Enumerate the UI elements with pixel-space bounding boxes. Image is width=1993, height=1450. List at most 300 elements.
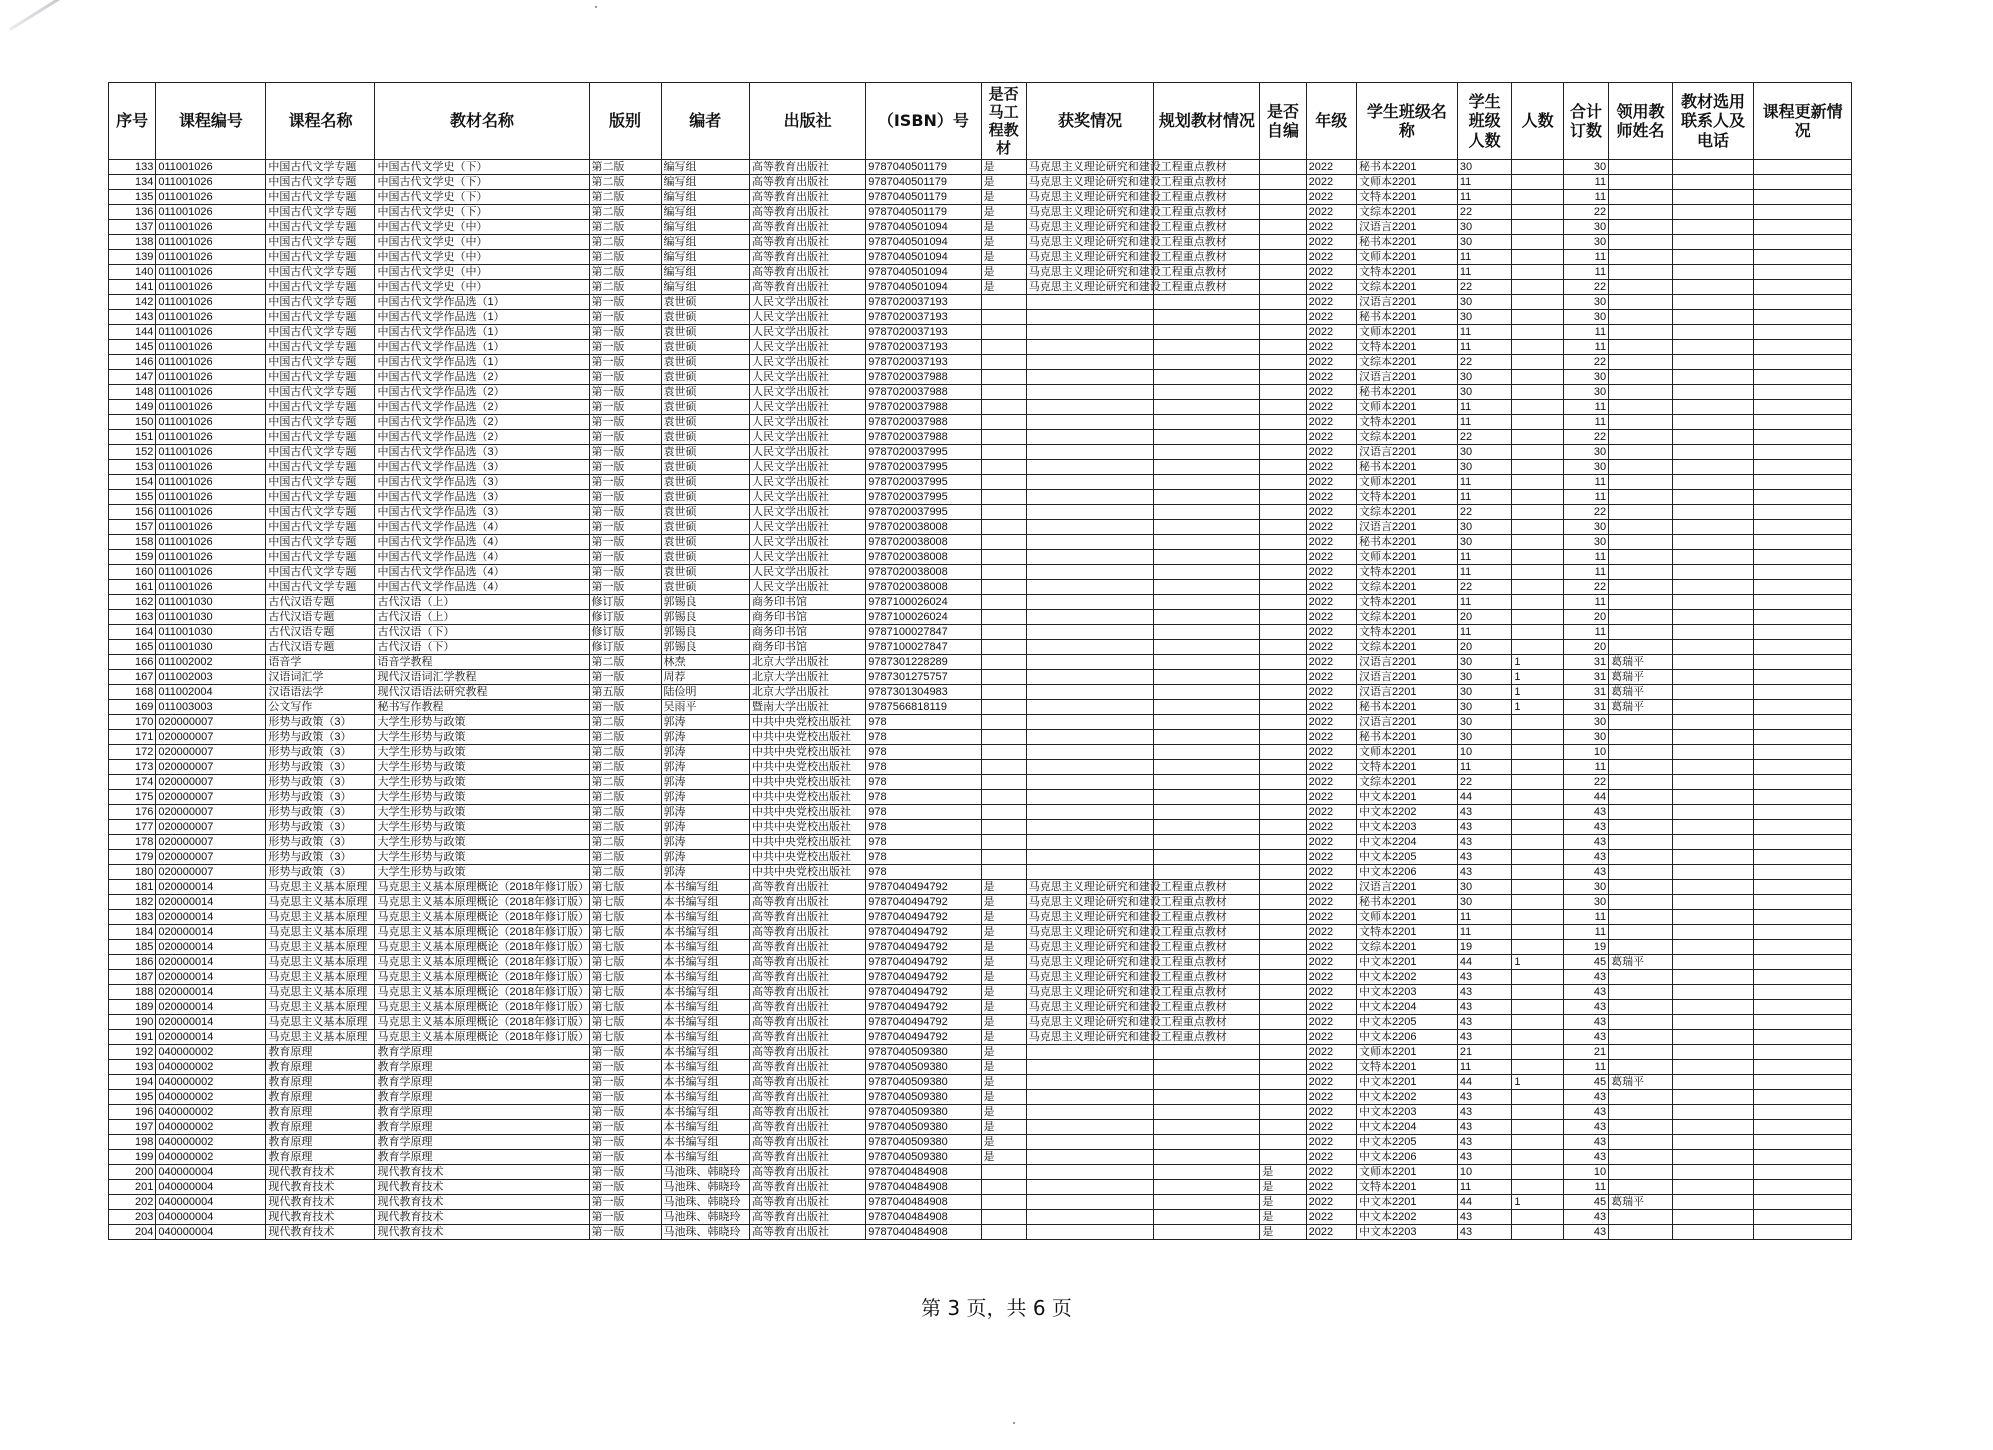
- cell-seq: 170: [109, 715, 156, 730]
- cell-edition: 第一版: [589, 1105, 661, 1120]
- cell-course-update: [1754, 880, 1852, 895]
- cell-course-update: [1754, 1060, 1852, 1075]
- cell-course-update: [1754, 985, 1852, 1000]
- cell-isbn: 9787020038008: [866, 550, 981, 565]
- cell-editor: 编写组: [661, 205, 749, 220]
- cell-class-name: 汉语言2201: [1357, 880, 1458, 895]
- cell-course-update: [1754, 550, 1852, 565]
- cell-course-code: 011001026: [156, 205, 266, 220]
- cell-class-name: 汉语言2201: [1357, 220, 1458, 235]
- cell-course-update: [1754, 595, 1852, 610]
- cell-course-code: 040000004: [156, 1225, 266, 1240]
- cell-edition: 第一版: [589, 1150, 661, 1165]
- cell-textbook-name: 中国古代文学作品选（1）: [375, 295, 589, 310]
- cell-course-name: 形势与政策（3）: [266, 760, 375, 775]
- cell-seq: 149: [109, 400, 156, 415]
- cell-contact: [1672, 1165, 1753, 1180]
- cell-isbn: 9787020037193: [866, 310, 981, 325]
- cell-class-name: 文特本2201: [1357, 415, 1458, 430]
- cell-seq: 161: [109, 580, 156, 595]
- cell-awards: [1026, 325, 1154, 340]
- cell-self-compiled: 是: [1260, 1225, 1306, 1240]
- cell-receiving-teacher: 葛瑞平: [1609, 1195, 1673, 1210]
- cell-seq: 174: [109, 775, 156, 790]
- cell-isbn: 9787301275757: [866, 670, 981, 685]
- cell-course-name: 汉语语法学: [266, 685, 375, 700]
- cell-course-code: 011003003: [156, 700, 266, 715]
- cell-course-code: 011001026: [156, 460, 266, 475]
- cell-headcount: [1512, 475, 1563, 490]
- cell-total-orders: 31: [1563, 670, 1608, 685]
- cell-contact: [1672, 835, 1753, 850]
- cell-headcount: [1512, 355, 1563, 370]
- cell-editor: 陆俭明: [661, 685, 749, 700]
- cell-edition: 修订版: [589, 625, 661, 640]
- cell-editor: 编写组: [661, 220, 749, 235]
- cell-self-compiled: [1260, 205, 1306, 220]
- cell-course-code: 011001026: [156, 340, 266, 355]
- cell-seq: 191: [109, 1030, 156, 1045]
- cell-self-compiled: [1260, 385, 1306, 400]
- cell-editor: 马池珠、韩晓玲: [661, 1225, 749, 1240]
- cell-course-update: [1754, 445, 1852, 460]
- cell-course-name: 中国古代文学专题: [266, 370, 375, 385]
- cell-marx-project: 是: [981, 1060, 1026, 1075]
- cell-class-name: 文特本2201: [1357, 1060, 1458, 1075]
- cell-course-update: [1754, 1105, 1852, 1120]
- cell-seq: 176: [109, 805, 156, 820]
- cell-total-orders: 43: [1563, 1090, 1608, 1105]
- cell-seq: 158: [109, 535, 156, 550]
- cell-course-name: 中国古代文学专题: [266, 490, 375, 505]
- table-row: [109, 265, 1852, 280]
- cell-publisher: 中共中央党校出版社: [750, 790, 866, 805]
- cell-seq: 198: [109, 1135, 156, 1150]
- cell-textbook-name: 马克思主义基本原理概论（2018年修订版）: [375, 1030, 589, 1045]
- cell-class-size: 11: [1457, 175, 1512, 190]
- cell-textbook-name: 马克思主义基本原理概论（2018年修订版）: [375, 910, 589, 925]
- cell-planned-textbook: [1154, 610, 1260, 625]
- cell-grade: 2022: [1306, 625, 1356, 640]
- cell-course-code: 011001026: [156, 475, 266, 490]
- cell-class-size: 44: [1457, 790, 1512, 805]
- cell-contact: [1672, 265, 1753, 280]
- cell-self-compiled: [1260, 1060, 1306, 1075]
- cell-edition: 第二版: [589, 235, 661, 250]
- cell-grade: 2022: [1306, 655, 1356, 670]
- cell-course-code: 011001026: [156, 175, 266, 190]
- cell-edition: 第二版: [589, 835, 661, 850]
- cell-course-update: [1754, 520, 1852, 535]
- cell-class-name: 文师本2201: [1357, 745, 1458, 760]
- cell-course-name: 形势与政策（3）: [266, 730, 375, 745]
- cell-marx-project: 是: [981, 1120, 1026, 1135]
- cell-course-update: [1754, 910, 1852, 925]
- cell-publisher: 商务印书馆: [750, 610, 866, 625]
- cell-grade: 2022: [1306, 1165, 1356, 1180]
- cell-textbook-name: 中国古代文学作品选（3）: [375, 475, 589, 490]
- cell-marx-project: [981, 670, 1026, 685]
- cell-class-name: 文综本2201: [1357, 205, 1458, 220]
- cell-textbook-name: 大学生形势与政策: [375, 835, 589, 850]
- cell-seq: 177: [109, 820, 156, 835]
- cell-edition: 第七版: [589, 1030, 661, 1045]
- cell-course-update: [1754, 340, 1852, 355]
- cell-total-orders: 11: [1563, 190, 1608, 205]
- cell-total-orders: 22: [1563, 430, 1608, 445]
- cell-publisher: 高等教育出版社: [750, 1180, 866, 1195]
- cell-self-compiled: [1260, 985, 1306, 1000]
- cell-awards: [1026, 610, 1154, 625]
- cell-awards: [1026, 730, 1154, 745]
- cell-grade: 2022: [1306, 805, 1356, 820]
- cell-awards: [1026, 790, 1154, 805]
- cell-seq: 157: [109, 520, 156, 535]
- cell-edition: 第二版: [589, 850, 661, 865]
- cell-marx-project: [981, 355, 1026, 370]
- cell-seq: 169: [109, 700, 156, 715]
- cell-editor: 本书编写组: [661, 880, 749, 895]
- cell-edition: 第二版: [589, 655, 661, 670]
- cell-total-orders: 43: [1563, 1210, 1608, 1225]
- cell-class-size: 30: [1457, 385, 1512, 400]
- cell-awards: [1026, 1045, 1154, 1060]
- cell-edition: 第二版: [589, 205, 661, 220]
- cell-publisher: 人民文学出版社: [750, 565, 866, 580]
- cell-editor: 袁世硕: [661, 445, 749, 460]
- cell-awards: [1026, 1090, 1154, 1105]
- cell-course-update: [1754, 1045, 1852, 1060]
- cell-isbn: 9787040494792: [866, 895, 981, 910]
- cell-receiving-teacher: [1609, 1135, 1673, 1150]
- cell-course-name: 马克思主义基本原理: [266, 910, 375, 925]
- cell-contact: [1672, 820, 1753, 835]
- cell-course-code: 020000014: [156, 1000, 266, 1015]
- cell-self-compiled: [1260, 1030, 1306, 1045]
- table-row: [109, 655, 1852, 670]
- header-cell-self-compiled: 是否自编: [1260, 83, 1306, 160]
- cell-planned-textbook: [1154, 775, 1260, 790]
- cell-receiving-teacher: [1609, 595, 1673, 610]
- cell-planned-textbook: [1154, 1060, 1260, 1075]
- cell-course-name: 教育原理: [266, 1120, 375, 1135]
- cell-contact: [1672, 250, 1753, 265]
- cell-course-update: [1754, 1210, 1852, 1225]
- table-row: [109, 1180, 1852, 1195]
- cell-contact: [1672, 430, 1753, 445]
- cell-textbook-name: 教育学原理: [375, 1090, 589, 1105]
- cell-contact: [1672, 340, 1753, 355]
- cell-editor: 马池珠、韩晓玲: [661, 1195, 749, 1210]
- cell-class-name: 中文本2204: [1357, 835, 1458, 850]
- cell-editor: 本书编写组: [661, 1030, 749, 1045]
- cell-awards: 马克思主义理论研究和建设工程重点教材: [1026, 1000, 1154, 1015]
- cell-seq: 187: [109, 970, 156, 985]
- cell-self-compiled: [1260, 790, 1306, 805]
- cell-receiving-teacher: 葛瑞平: [1609, 655, 1673, 670]
- cell-editor: 本书编写组: [661, 1060, 749, 1075]
- cell-contact: [1672, 790, 1753, 805]
- cell-class-size: 19: [1457, 940, 1512, 955]
- cell-editor: 本书编写组: [661, 1015, 749, 1030]
- cell-class-size: 11: [1457, 625, 1512, 640]
- cell-textbook-name: 古代汉语（上）: [375, 595, 589, 610]
- cell-grade: 2022: [1306, 760, 1356, 775]
- cell-grade: 2022: [1306, 715, 1356, 730]
- cell-marx-project: [981, 505, 1026, 520]
- cell-isbn: 9787040509380: [866, 1090, 981, 1105]
- cell-total-orders: 43: [1563, 865, 1608, 880]
- cell-receiving-teacher: [1609, 190, 1673, 205]
- cell-publisher: 人民文学出版社: [750, 490, 866, 505]
- cell-receiving-teacher: [1609, 1180, 1673, 1195]
- cell-edition: 第一版: [589, 415, 661, 430]
- cell-planned-textbook: [1154, 670, 1260, 685]
- cell-total-orders: 22: [1563, 505, 1608, 520]
- cell-class-name: 文综本2201: [1357, 580, 1458, 595]
- cell-contact: [1672, 445, 1753, 460]
- cell-seq: 179: [109, 850, 156, 865]
- cell-receiving-teacher: 葛瑞平: [1609, 685, 1673, 700]
- cell-textbook-name: 马克思主义基本原理概论（2018年修订版）: [375, 955, 589, 970]
- cell-publisher: 高等教育出版社: [750, 175, 866, 190]
- cell-self-compiled: [1260, 1090, 1306, 1105]
- cell-edition: 第二版: [589, 805, 661, 820]
- cell-course-name: 古代汉语专题: [266, 610, 375, 625]
- cell-edition: 第二版: [589, 790, 661, 805]
- cell-awards: [1026, 1105, 1154, 1120]
- cell-grade: 2022: [1306, 355, 1356, 370]
- cell-marx-project: [981, 805, 1026, 820]
- cell-grade: 2022: [1306, 220, 1356, 235]
- cell-awards: [1026, 565, 1154, 580]
- cell-self-compiled: [1260, 1120, 1306, 1135]
- cell-class-name: 文综本2201: [1357, 280, 1458, 295]
- cell-editor: 本书编写组: [661, 1000, 749, 1015]
- cell-course-name: 中国古代文学专题: [266, 415, 375, 430]
- header-cell-course-name: 课程名称: [266, 83, 375, 160]
- cell-class-name: 文师本2201: [1357, 550, 1458, 565]
- cell-publisher: 中共中央党校出版社: [750, 760, 866, 775]
- cell-planned-textbook: [1154, 1135, 1260, 1150]
- cell-planned-textbook: [1154, 1075, 1260, 1090]
- cell-edition: 第一版: [589, 1060, 661, 1075]
- cell-isbn: 9787100027847: [866, 625, 981, 640]
- cell-receiving-teacher: [1609, 580, 1673, 595]
- cell-textbook-name: 马克思主义基本原理概论（2018年修订版）: [375, 895, 589, 910]
- cell-course-name: 中国古代文学专题: [266, 220, 375, 235]
- cell-grade: 2022: [1306, 970, 1356, 985]
- cell-course-update: [1754, 610, 1852, 625]
- cell-total-orders: 11: [1563, 415, 1608, 430]
- cell-awards: [1026, 1060, 1154, 1075]
- cell-grade: 2022: [1306, 460, 1356, 475]
- cell-course-name: 中国古代文学专题: [266, 535, 375, 550]
- cell-self-compiled: 是: [1260, 1210, 1306, 1225]
- cell-self-compiled: [1260, 505, 1306, 520]
- cell-publisher: 中共中央党校出版社: [750, 820, 866, 835]
- cell-headcount: [1512, 775, 1563, 790]
- cell-edition: 修订版: [589, 595, 661, 610]
- cell-editor: 本书编写组: [661, 955, 749, 970]
- cell-textbook-name: 中国古代文学史（下）: [375, 205, 589, 220]
- cell-course-code: 020000014: [156, 880, 266, 895]
- scan-speck: [595, 6, 597, 8]
- cell-marx-project: 是: [981, 1090, 1026, 1105]
- cell-isbn: 9787040501179: [866, 205, 981, 220]
- cell-awards: [1026, 865, 1154, 880]
- cell-self-compiled: [1260, 370, 1306, 385]
- table-row: [109, 520, 1852, 535]
- cell-self-compiled: [1260, 400, 1306, 415]
- cell-self-compiled: [1260, 310, 1306, 325]
- cell-seq: 202: [109, 1195, 156, 1210]
- cell-course-update: [1754, 955, 1852, 970]
- cell-editor: 袁世硕: [661, 535, 749, 550]
- cell-course-update: [1754, 655, 1852, 670]
- cell-awards: [1026, 475, 1154, 490]
- cell-isbn: 978: [866, 790, 981, 805]
- cell-self-compiled: [1260, 1000, 1306, 1015]
- cell-grade: 2022: [1306, 1060, 1356, 1075]
- cell-textbook-name: 大学生形势与政策: [375, 745, 589, 760]
- cell-course-update: [1754, 295, 1852, 310]
- cell-publisher: 北京大学出版社: [750, 655, 866, 670]
- cell-self-compiled: [1260, 1075, 1306, 1090]
- cell-class-name: 汉语言2201: [1357, 655, 1458, 670]
- cell-seq: 188: [109, 985, 156, 1000]
- cell-contact: [1672, 745, 1753, 760]
- cell-headcount: [1512, 550, 1563, 565]
- cell-seq: 140: [109, 265, 156, 280]
- cell-isbn: 9787100026024: [866, 595, 981, 610]
- cell-course-code: 020000014: [156, 955, 266, 970]
- cell-editor: 马池珠、韩晓玲: [661, 1210, 749, 1225]
- cell-class-size: 43: [1457, 1015, 1512, 1030]
- cell-contact: [1672, 310, 1753, 325]
- cell-course-name: 汉语词汇学: [266, 670, 375, 685]
- cell-headcount: [1512, 235, 1563, 250]
- cell-planned-textbook: [1154, 835, 1260, 850]
- cell-contact: [1672, 685, 1753, 700]
- cell-isbn: 9787040484908: [866, 1225, 981, 1240]
- cell-editor: 编写组: [661, 235, 749, 250]
- cell-editor: 本书编写组: [661, 1135, 749, 1150]
- cell-headcount: [1512, 400, 1563, 415]
- cell-textbook-name: 现代汉语词汇学教程: [375, 670, 589, 685]
- cell-contact: [1672, 190, 1753, 205]
- table-row: [109, 865, 1852, 880]
- cell-textbook-name: 中国古代文学作品选（3）: [375, 490, 589, 505]
- cell-class-name: 文师本2201: [1357, 250, 1458, 265]
- cell-headcount: [1512, 1165, 1563, 1180]
- cell-editor: 编写组: [661, 250, 749, 265]
- cell-awards: [1026, 1165, 1154, 1180]
- cell-marx-project: 是: [981, 250, 1026, 265]
- cell-edition: 第一版: [589, 505, 661, 520]
- table-row: [109, 625, 1852, 640]
- cell-course-update: [1754, 160, 1852, 175]
- cell-grade: 2022: [1306, 190, 1356, 205]
- cell-class-size: 11: [1457, 190, 1512, 205]
- cell-seq: 153: [109, 460, 156, 475]
- cell-course-update: [1754, 385, 1852, 400]
- cell-headcount: 1: [1512, 955, 1563, 970]
- table-row: [109, 610, 1852, 625]
- cell-class-size: 22: [1457, 280, 1512, 295]
- cell-marx-project: [981, 790, 1026, 805]
- cell-isbn: 9787040501094: [866, 265, 981, 280]
- cell-contact: [1672, 730, 1753, 745]
- cell-total-orders: 30: [1563, 235, 1608, 250]
- cell-publisher: 高等教育出版社: [750, 1120, 866, 1135]
- cell-class-size: 43: [1457, 1210, 1512, 1225]
- cell-headcount: [1512, 595, 1563, 610]
- cell-editor: 袁世硕: [661, 370, 749, 385]
- cell-total-orders: 11: [1563, 265, 1608, 280]
- cell-marx-project: [981, 760, 1026, 775]
- cell-self-compiled: 是: [1260, 1195, 1306, 1210]
- cell-textbook-name: 秘书写作教程: [375, 700, 589, 715]
- cell-course-name: 形势与政策（3）: [266, 835, 375, 850]
- cell-course-update: [1754, 1180, 1852, 1195]
- cell-contact: [1672, 175, 1753, 190]
- cell-isbn: 9787040501179: [866, 160, 981, 175]
- cell-self-compiled: [1260, 925, 1306, 940]
- cell-editor: 袁世硕: [661, 520, 749, 535]
- cell-awards: [1026, 1150, 1154, 1165]
- cell-headcount: [1512, 880, 1563, 895]
- cell-class-name: 中文本2205: [1357, 1135, 1458, 1150]
- cell-class-size: 11: [1457, 250, 1512, 265]
- cell-course-code: 020000014: [156, 985, 266, 1000]
- cell-headcount: [1512, 850, 1563, 865]
- cell-course-code: 011001026: [156, 280, 266, 295]
- cell-receiving-teacher: [1609, 250, 1673, 265]
- cell-course-name: 教育原理: [266, 1075, 375, 1090]
- cell-self-compiled: [1260, 1150, 1306, 1165]
- table-body: [109, 160, 1852, 1240]
- cell-self-compiled: [1260, 940, 1306, 955]
- cell-receiving-teacher: [1609, 640, 1673, 655]
- cell-isbn: 9787020037995: [866, 445, 981, 460]
- cell-class-size: 30: [1457, 460, 1512, 475]
- cell-course-code: 011001026: [156, 445, 266, 460]
- cell-self-compiled: [1260, 460, 1306, 475]
- table-row: [109, 295, 1852, 310]
- cell-seq: 146: [109, 355, 156, 370]
- cell-class-name: 文特本2201: [1357, 190, 1458, 205]
- cell-total-orders: 45: [1563, 1075, 1608, 1090]
- cell-grade: 2022: [1306, 700, 1356, 715]
- cell-class-name: 文师本2201: [1357, 400, 1458, 415]
- cell-seq: 164: [109, 625, 156, 640]
- cell-editor: 本书编写组: [661, 1105, 749, 1120]
- table-row: [109, 730, 1852, 745]
- cell-isbn: 9787020037995: [866, 460, 981, 475]
- cell-course-update: [1754, 1120, 1852, 1135]
- cell-awards: [1026, 685, 1154, 700]
- cell-class-name: 中文本2201: [1357, 1075, 1458, 1090]
- table-row: [109, 1075, 1852, 1090]
- scan-speck: [1013, 1422, 1015, 1424]
- cell-awards: [1026, 625, 1154, 640]
- cell-seq: 145: [109, 340, 156, 355]
- cell-editor: 编写组: [661, 265, 749, 280]
- cell-awards: 马克思主义理论研究和建设工程重点教材: [1026, 895, 1154, 910]
- cell-course-name: 中国古代文学专题: [266, 280, 375, 295]
- cell-marx-project: 是: [981, 1030, 1026, 1045]
